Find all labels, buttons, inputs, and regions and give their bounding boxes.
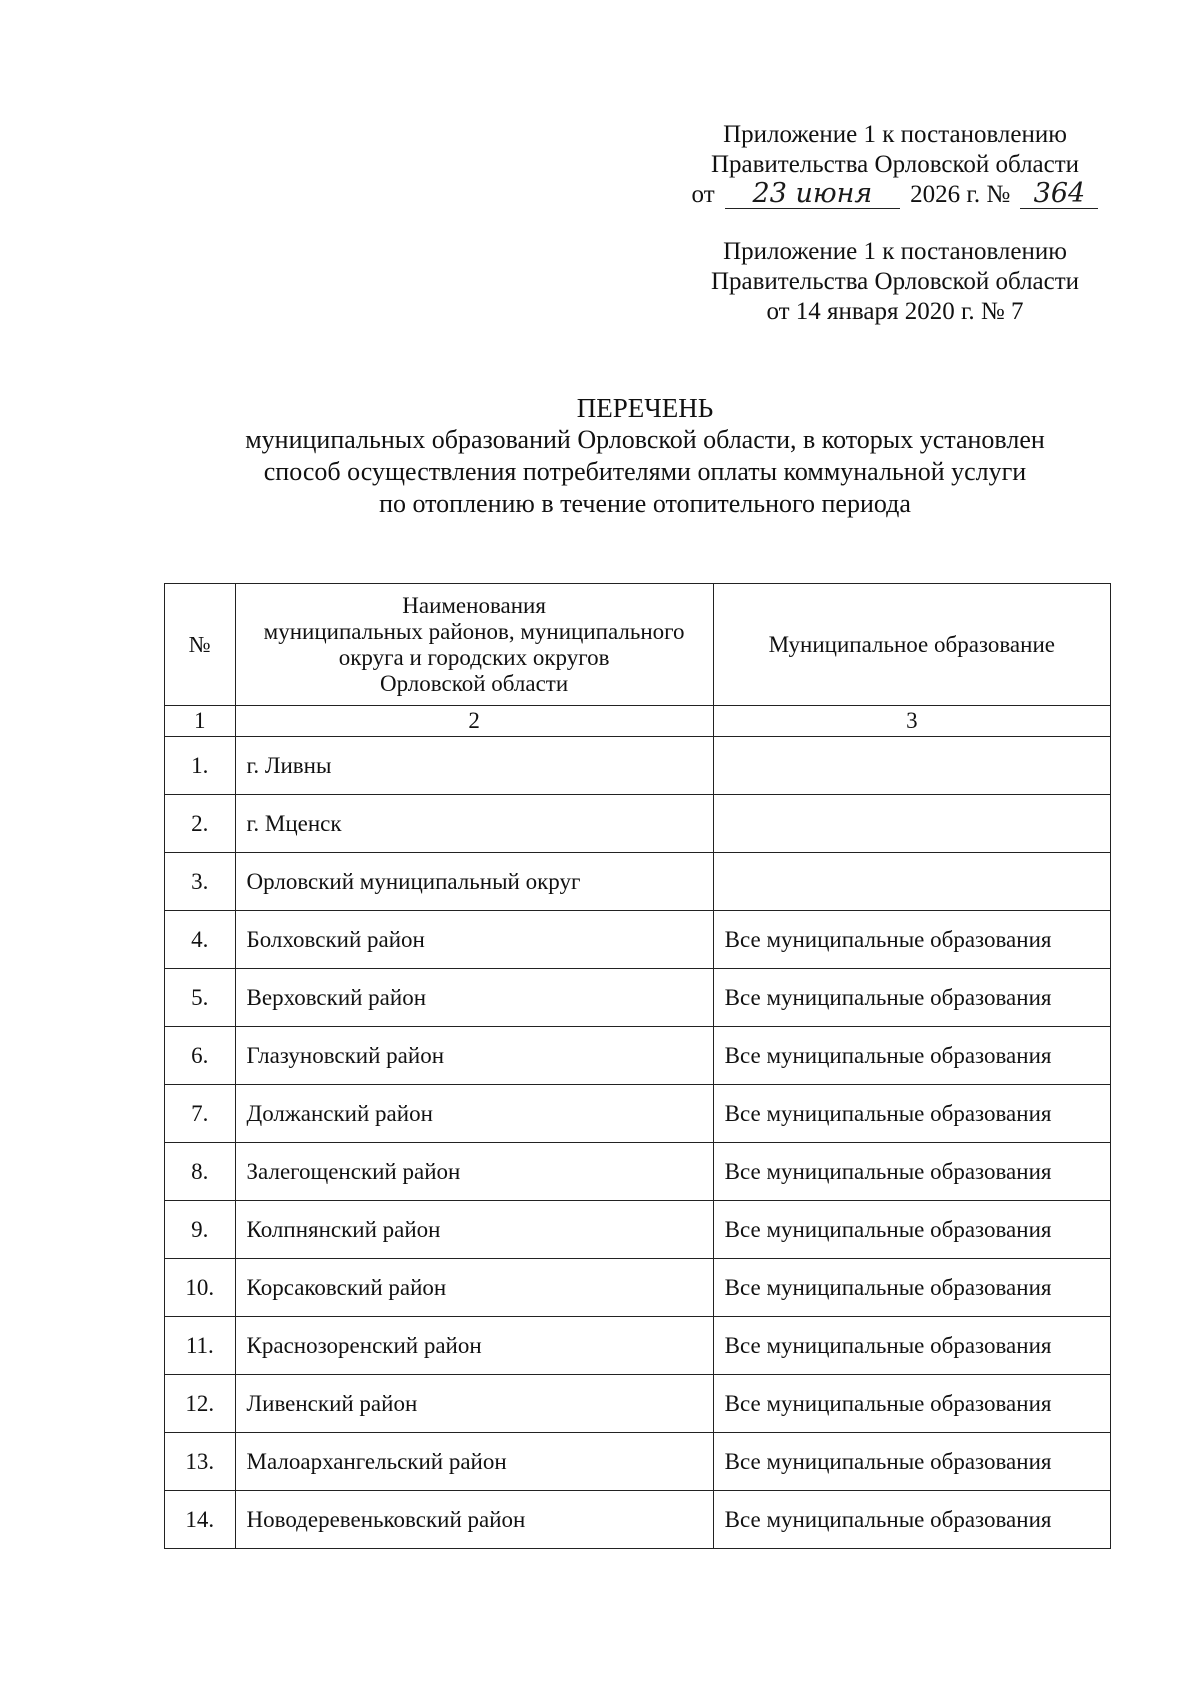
annex-line: Правительства Орловской области: [710, 151, 1080, 178]
table-row: [165, 1027, 1111, 1085]
row-number: 9.: [165, 1201, 236, 1259]
year-text: 2026 г. №: [910, 181, 1011, 208]
header-name-line: муниципальных районов, муниципального: [263, 618, 685, 644]
heading-line: муниципальных образований Орловской области, в которых установлен: [245, 425, 1045, 454]
row-number: 14.: [165, 1491, 236, 1549]
table-row: [165, 853, 1111, 911]
row-name: г. Мценск: [235, 795, 713, 853]
row-name: Глазуновский район: [235, 1027, 713, 1085]
row-number: 3.: [165, 853, 236, 911]
row-mo: Все муниципальные образования: [713, 969, 1110, 1027]
row-mo: Все муниципальные образования: [713, 1375, 1110, 1433]
table-row: [165, 1085, 1111, 1143]
table-row: [165, 1143, 1111, 1201]
column-number: 1: [165, 706, 236, 737]
row-name: Залегощенский район: [235, 1143, 713, 1201]
row-mo: Все муниципальные образования: [713, 1259, 1110, 1317]
row-mo: Все муниципальные образования: [713, 1085, 1110, 1143]
row-mo: Все муниципальные образования: [713, 1433, 1110, 1491]
table-row: [165, 1375, 1111, 1433]
municipalities-table: [164, 583, 1111, 1549]
table-row: [165, 795, 1111, 853]
row-name: Должанский район: [235, 1085, 713, 1143]
row-number: 1.: [165, 737, 236, 795]
annex-header-original: [670, 237, 1120, 327]
annex-header-current: [670, 120, 1120, 210]
row-name: Болховский район: [235, 911, 713, 969]
row-number: 5.: [165, 969, 236, 1027]
row-number: 10.: [165, 1259, 236, 1317]
handwritten-number: 364: [1020, 181, 1098, 209]
row-number: 2.: [165, 795, 236, 853]
row-name: Колпнянский район: [235, 1201, 713, 1259]
column-number: 2: [235, 706, 713, 737]
header-name-line: округа и городских округов: [338, 644, 610, 670]
row-number: 6.: [165, 1027, 236, 1085]
header-name-line: Наименования: [402, 592, 546, 618]
row-name: Новодеревеньковский район: [235, 1491, 713, 1549]
row-name: Малоархангельский район: [235, 1433, 713, 1491]
header-mo: Муниципальное образование: [713, 584, 1110, 706]
heading-line: по отоплению в течение отопительного периода: [379, 489, 911, 518]
table-row: [165, 1433, 1111, 1491]
table-row: [165, 1201, 1111, 1259]
row-mo: Все муниципальные образования: [713, 1491, 1110, 1549]
row-number: 13.: [165, 1433, 236, 1491]
row-mo: [713, 853, 1110, 911]
document-title: ПЕРЕЧЕНЬ: [576, 393, 714, 423]
document-heading: [160, 392, 1130, 520]
row-mo: Все муниципальные образования: [713, 1143, 1110, 1201]
handwritten-date: 23 июня: [725, 181, 900, 209]
annex-line: Правительства Орловской области: [710, 268, 1080, 295]
table-row: [165, 1317, 1111, 1375]
table-row: [165, 969, 1111, 1027]
annex-line: Приложение 1 к постановлению: [723, 121, 1067, 148]
row-number: 4.: [165, 911, 236, 969]
column-number: 3: [713, 706, 1110, 737]
annex-date-line: [670, 180, 1120, 210]
header-num: №: [165, 584, 236, 706]
row-name: Корсаковский район: [235, 1259, 713, 1317]
table-header-row: [165, 584, 1111, 706]
row-number: 12.: [165, 1375, 236, 1433]
annex-line: Приложение 1 к постановлению: [723, 238, 1067, 265]
row-mo: [713, 795, 1110, 853]
table-row: [165, 1491, 1111, 1549]
annex-line: от 14 января 2020 г. № 7: [766, 298, 1024, 325]
table-row: [165, 1259, 1111, 1317]
row-number: 7.: [165, 1085, 236, 1143]
row-mo: [713, 737, 1110, 795]
date-prefix: от: [691, 181, 715, 208]
row-name: Орловский муниципальный округ: [235, 853, 713, 911]
row-number: 8.: [165, 1143, 236, 1201]
row-number: 11.: [165, 1317, 236, 1375]
row-name: г. Ливны: [235, 737, 713, 795]
row-mo: Все муниципальные образования: [713, 911, 1110, 969]
row-name: Ливенский район: [235, 1375, 713, 1433]
column-number-row: [165, 706, 1111, 737]
row-mo: Все муниципальные образования: [713, 1027, 1110, 1085]
row-name: Краснозоренский район: [235, 1317, 713, 1375]
header-name-line: Орловской области: [380, 670, 569, 696]
header-name: [235, 584, 713, 706]
table-row: [165, 911, 1111, 969]
row-mo: Все муниципальные образования: [713, 1201, 1110, 1259]
table-row: [165, 737, 1111, 795]
heading-line: способ осуществления потребителями оплаты коммунальной услуги: [263, 457, 1027, 486]
row-mo: Все муниципальные образования: [713, 1317, 1110, 1375]
row-name: Верховский район: [235, 969, 713, 1027]
